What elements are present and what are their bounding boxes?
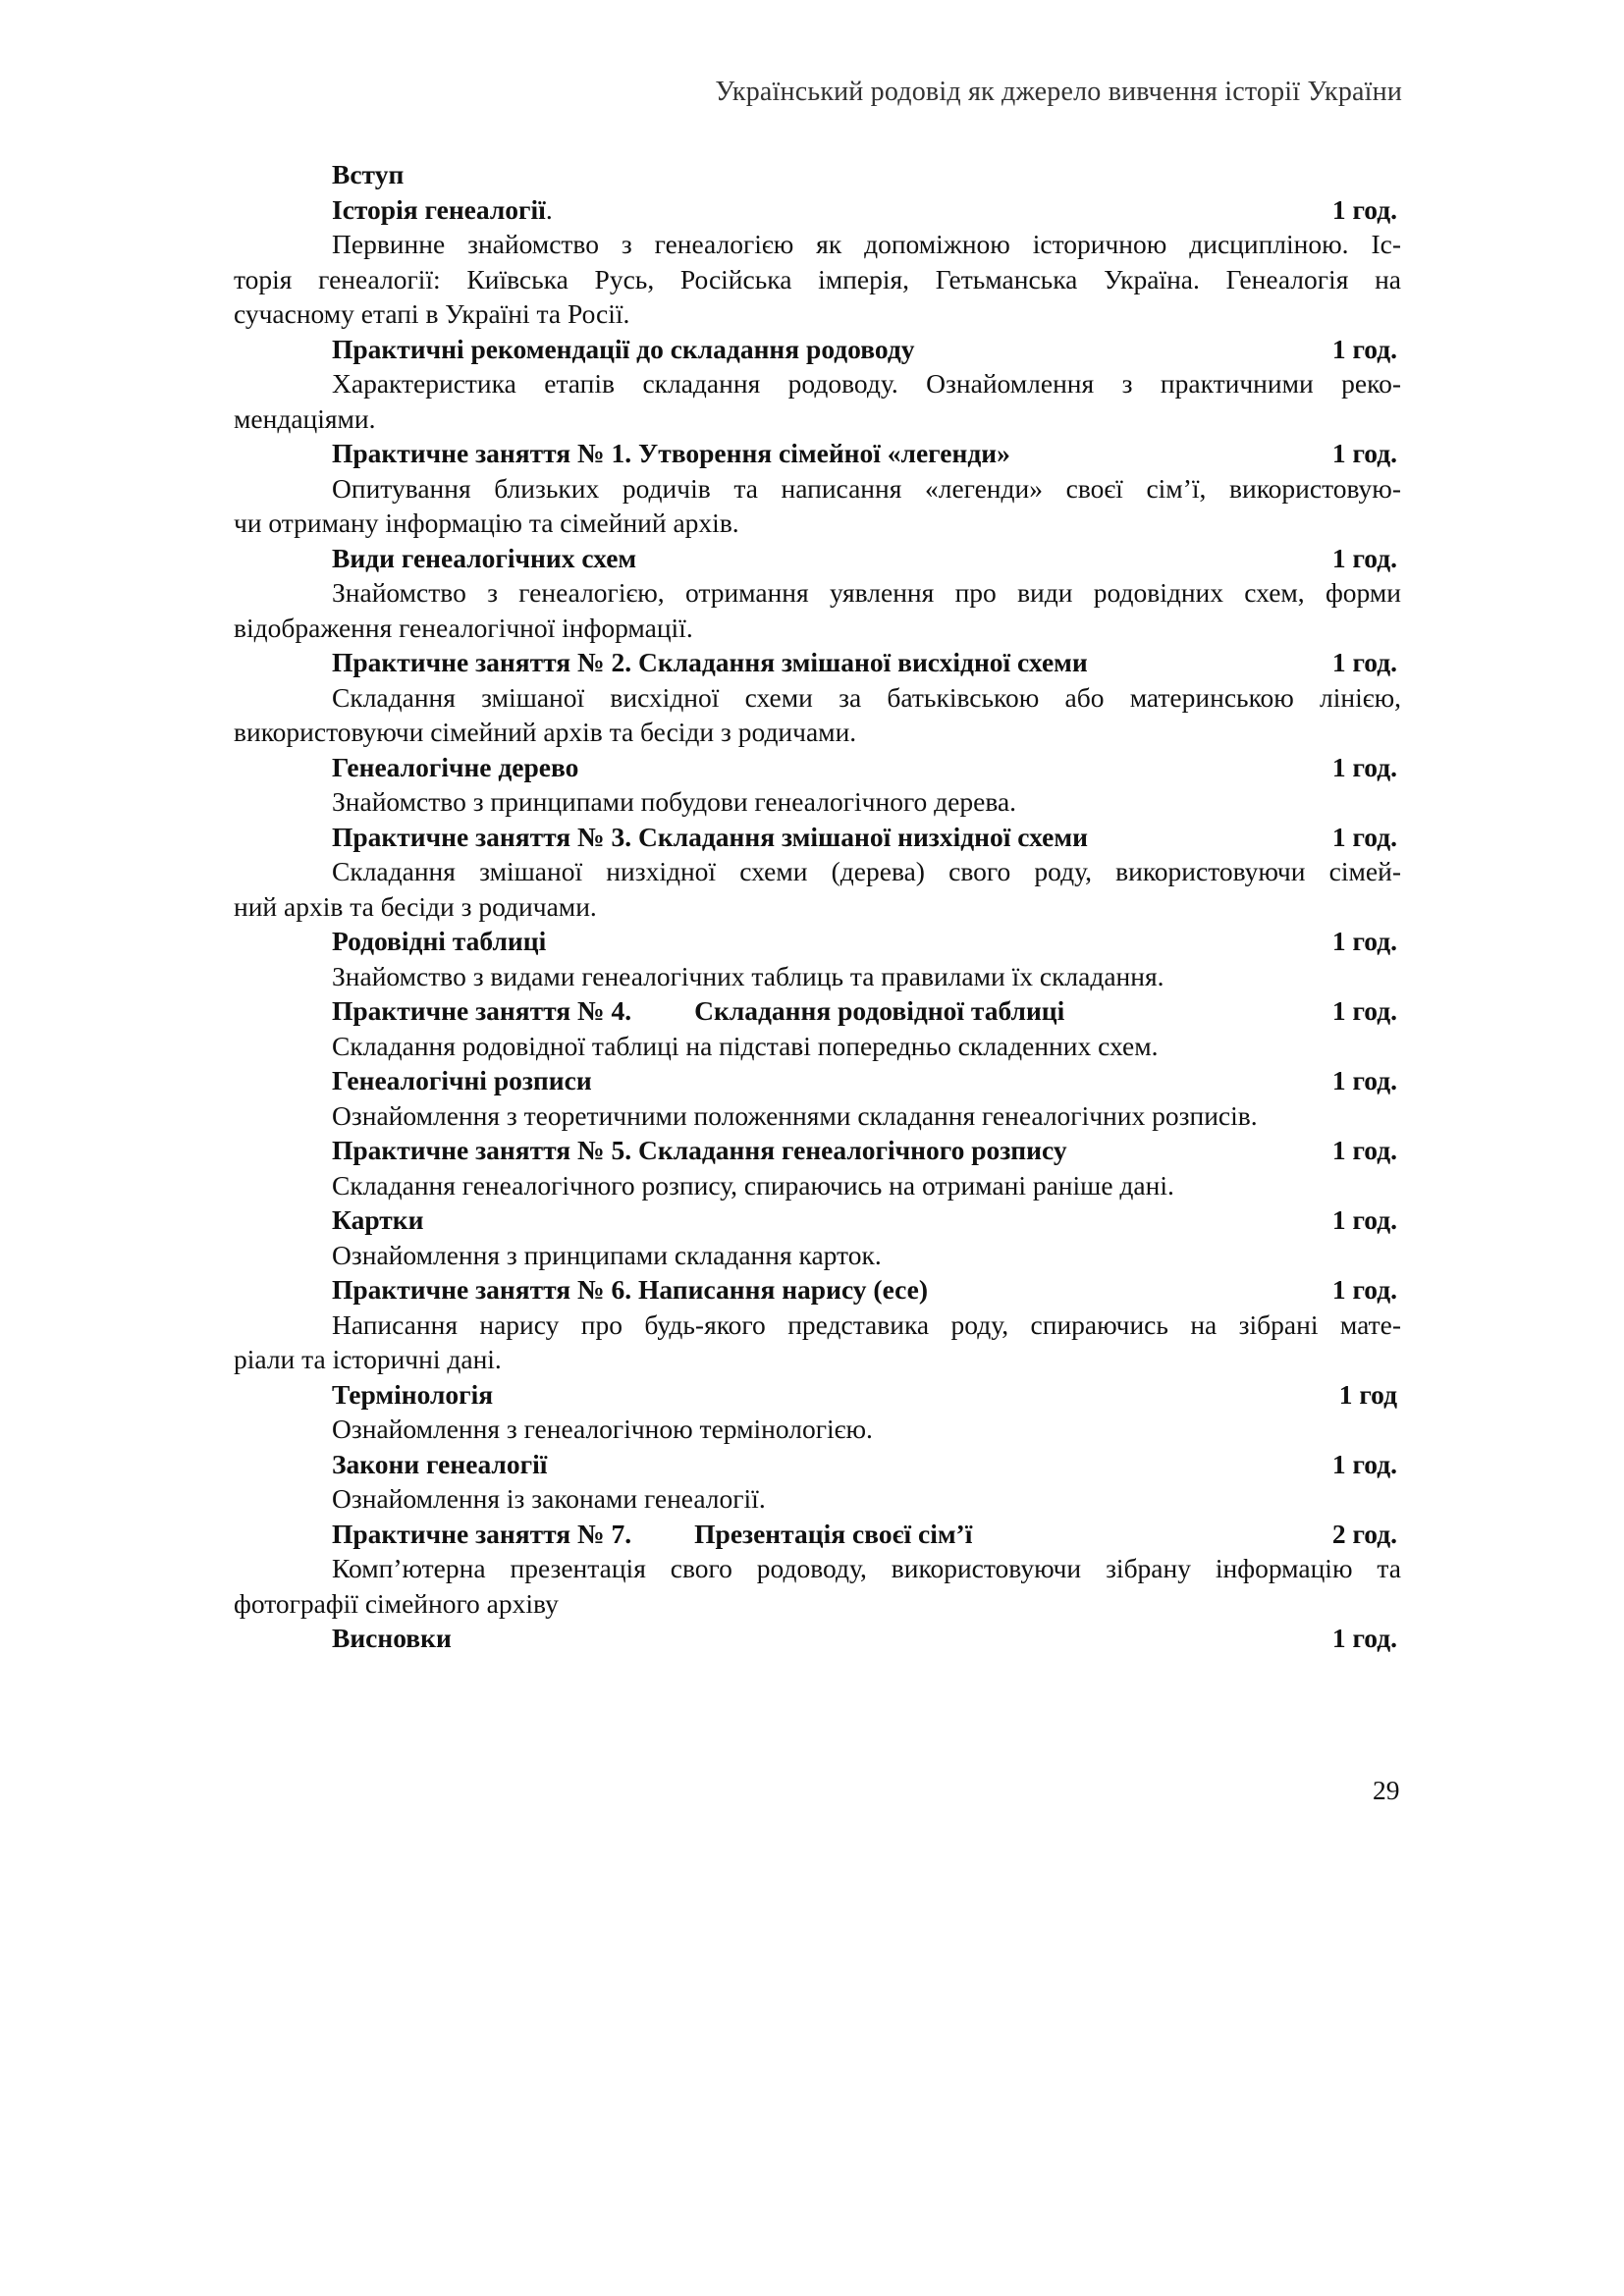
section-hours: 1 год. bbox=[1331, 438, 1397, 468]
section-hours: 1 год. bbox=[1331, 751, 1397, 782]
section-title: Висновки bbox=[332, 1623, 452, 1653]
section-heading bbox=[234, 332, 1401, 367]
section-title: Практичне заняття № 7. Презентація своєї сім’ї bbox=[332, 1518, 973, 1549]
section-title: Практичне заняття № 5. Складання генеалогічного розпису bbox=[332, 1135, 1067, 1165]
section-hours: 1 год bbox=[1338, 1378, 1397, 1410]
section-hours: 2 год. bbox=[1331, 1518, 1397, 1549]
section-body-line: Ознайомлення з теоретичними положеннями складання генеалогічних розписів. bbox=[332, 1099, 1258, 1131]
section-body-line: Знайомство з принципами побудови генеалогічного дерева. bbox=[332, 786, 1017, 817]
section-title: Родовідні таблиці bbox=[332, 926, 547, 956]
section-title: Генеалогічні розписи bbox=[332, 1065, 592, 1095]
section-title: Закони генеалогії bbox=[332, 1448, 548, 1479]
section-hours: 1 год. bbox=[1331, 193, 1397, 225]
section-body-line: Складання родовідної таблиці на підставі попередньо складенних схем. bbox=[332, 1030, 1159, 1061]
section-title: Практичне заняття № 3. Складання змішаної низхідної схеми bbox=[332, 821, 1088, 852]
section-body-line: використовуючи сімейний архів та бесіди з родичами. bbox=[234, 717, 857, 747]
section-title: Практичне заняття № 6. Написання нарису (есе) bbox=[332, 1274, 929, 1305]
section-heading bbox=[234, 645, 1401, 680]
section-body-line: Написання нарису про будь-якого представика роду, спираючись на зібрані мате- bbox=[332, 1308, 1401, 1340]
section-body-line: Знайомство з генеалогією, отримання уявлення про види родовідних схем, форми bbox=[332, 577, 1401, 608]
section-body-line: фотографії сімейного архіву bbox=[234, 1587, 559, 1619]
section-body-line: Складання генеалогічного розпису, спираючись на отримані раніше дані. bbox=[332, 1169, 1174, 1201]
page-content bbox=[234, 157, 1401, 1656]
section-body-line: ний архів та бесіди з родичами. bbox=[234, 890, 597, 922]
section-hours: 1 год. bbox=[1331, 647, 1397, 677]
section-hours: 1 год. bbox=[1331, 333, 1397, 364]
section-title: Практичне заняття № 1. Утворення сімейної «легенди» bbox=[332, 438, 1010, 468]
section-title: Картки bbox=[332, 1204, 424, 1235]
section-body-line: Ознайомлення з генеалогічною термінологією. bbox=[332, 1414, 873, 1444]
section-body-line: відображення генеалогічної інформації. bbox=[234, 612, 693, 643]
section-subtitle: Презентація своєї сім’ї bbox=[694, 1518, 973, 1549]
section-title: Практичне заняття № 2. Складання змішаної висхідної схеми bbox=[332, 647, 1088, 677]
section-heading bbox=[234, 1517, 1401, 1552]
section-list bbox=[234, 192, 1401, 1656]
running-head: Український родовід як джерело вивчення історії України bbox=[715, 77, 1402, 107]
intro-heading bbox=[234, 157, 1401, 192]
section-body-line: Опитування близьких родичів та написання «легенди» своєї сім’ї, використовую- bbox=[332, 472, 1401, 504]
section-heading bbox=[234, 1063, 1401, 1098]
section-hours: 1 год. bbox=[1331, 995, 1397, 1026]
section-heading bbox=[234, 541, 1401, 576]
section-hours: 1 год. bbox=[1331, 542, 1397, 573]
section-body-line: Складання змішаної висхідної схеми за батьківською або материнською лінією, bbox=[332, 681, 1401, 713]
intro-title: Вступ bbox=[332, 159, 405, 189]
section-body-line: сучасному етапі в Україні та Росії. bbox=[234, 298, 630, 329]
section-hours: 1 год. bbox=[1331, 1065, 1397, 1095]
section-heading bbox=[234, 820, 1401, 855]
section-body-line: торія генеалогії: Київська Русь, Російська імперія, Гетьманська Україна. Генеалогія на bbox=[234, 263, 1401, 294]
section-title: Практичне заняття № 4. Складання родовідної таблиці bbox=[332, 995, 1065, 1026]
section-body-line: Характеристика етапів складання родоводу. Ознайомлення з практичними реко- bbox=[332, 368, 1401, 399]
section-body-line: Комп’ютерна презентація свого родоводу, використовуючи зібрану інформацію та bbox=[332, 1553, 1401, 1583]
section-hours: 1 год. bbox=[1331, 1274, 1397, 1305]
section-body-line: мендаціями. bbox=[234, 402, 376, 434]
section-heading bbox=[234, 192, 1401, 228]
section-hours: 1 год. bbox=[1331, 1448, 1397, 1479]
section-hours: 1 год. bbox=[1331, 926, 1397, 956]
section-body-line: Складання змішаної низхідної схеми (дерева) свого роду, використовуючи сімей- bbox=[332, 856, 1401, 886]
section-body-line: ріали та історичні дані. bbox=[234, 1344, 502, 1374]
section-body-line: чи отриману інформацію та сімейний архів. bbox=[234, 507, 739, 538]
page-number: 29 bbox=[1373, 1775, 1400, 1805]
section-body-line: Ознайомлення із законами генеалогії. bbox=[332, 1483, 766, 1514]
section-title: Історія генеалогії. bbox=[332, 193, 553, 225]
section-heading bbox=[234, 993, 1401, 1029]
section-heading bbox=[234, 1133, 1401, 1168]
section-heading bbox=[234, 1377, 1401, 1413]
section-hours: 1 год. bbox=[1331, 821, 1397, 852]
section-title: Практичні рекомендації до складання родоводу bbox=[332, 333, 915, 364]
section-subtitle: Складання родовідної таблиці bbox=[694, 995, 1065, 1026]
section-hours: 1 год. bbox=[1331, 1623, 1397, 1653]
section-heading bbox=[234, 1272, 1401, 1308]
section-heading bbox=[234, 1621, 1401, 1656]
section-body-line: Ознайомлення з принципами складання карток. bbox=[332, 1239, 882, 1270]
section-heading bbox=[234, 924, 1401, 959]
section-heading bbox=[234, 1202, 1401, 1238]
section-body-line: Первинне знайомство з генеалогією як допоміжною історичною дисципліною. Іс- bbox=[332, 229, 1401, 259]
section-heading bbox=[234, 436, 1401, 471]
section-hours: 1 год. bbox=[1331, 1204, 1397, 1235]
section-hours: 1 год. bbox=[1331, 1135, 1397, 1165]
section-title: Термінологія bbox=[332, 1378, 494, 1410]
section-heading bbox=[234, 750, 1401, 785]
section-body-line: Знайомство з видами генеалогічних таблиць та правилами їх складання. bbox=[332, 960, 1164, 991]
section-title: Генеалогічне дерево bbox=[332, 751, 579, 782]
section-heading bbox=[234, 1447, 1401, 1482]
section-title: Види генеалогічних схем bbox=[332, 542, 637, 573]
